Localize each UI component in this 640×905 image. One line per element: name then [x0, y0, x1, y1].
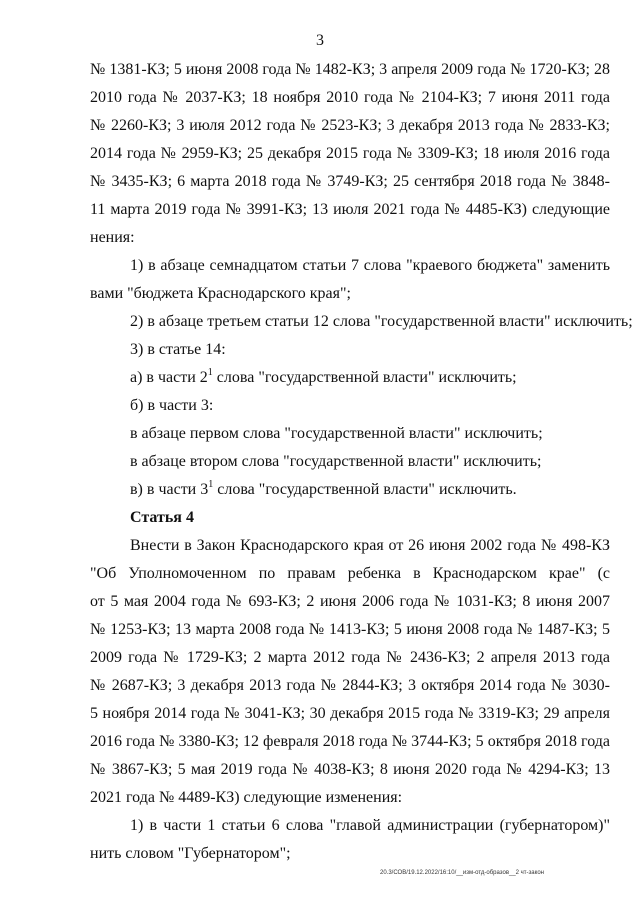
sub-item-a [130, 368, 610, 388]
sub-item-b-paragraph-1: в абзаце первом слова "государственной власти" исключить; [130, 425, 543, 442]
superscript: 1 [208, 479, 214, 490]
superscript: 1 [207, 367, 213, 378]
body-line-5: № 3435-КЗ; 6 марта 2018 года № 3749-КЗ; 25 сентября 2018 года № 3848- [90, 173, 610, 190]
article-4-line-9: № 3867-КЗ; 5 мая 2019 года № 4038-КЗ; 8 июня 2020 года № 4294-КЗ; 13 [90, 761, 610, 778]
sub-item-a-text: а) в части 2 [130, 369, 208, 386]
article-4-item-1-line-1: 1) в части 1 статьи 6 слова "главой администрации (губернатором)" [130, 817, 610, 834]
sub-item-v-rest: слова "государственной власти" исключить. [213, 481, 517, 498]
page-number: 3 [316, 32, 324, 49]
article-heading: Статья 4 [130, 509, 194, 526]
article-4-line-7: 5 ноября 2014 года № 3041-КЗ; 30 декабря 2015 года № 3319-КЗ; 29 апреля [90, 705, 610, 722]
body-line-4: 2014 года № 2959-КЗ; 25 декабря 2015 года № 3309-КЗ; 18 июля 2016 года [90, 145, 610, 162]
article-4-item-1-line-2: нить словом "Губернатором"; [90, 845, 291, 862]
article-4-line-1: Внести в Закон Краснодарского края от 26 июня 2002 года № 498-КЗ [130, 537, 610, 554]
footer-document-code: 20.3/СОВ/19.12.2022/16:10/__изм-отд-образов__2 чт-закон [380, 870, 544, 876]
sub-item-b-paragraph-2: в абзаце втором слова "государственной власти" исключить; [130, 453, 542, 470]
article-4-line-6: № 2687-КЗ; 3 декабря 2013 года № 2844-КЗ; 3 октября 2014 года № 3030- [90, 677, 610, 694]
body-line-1: № 1381-КЗ; 5 июня 2008 года № 1482-КЗ; 3 апреля 2009 года № 1720-КЗ; 28 [90, 61, 610, 78]
item-1-line-1: 1) в абзаце семнадцатом статьи 7 слова "краевого бюджета" заменить [130, 257, 610, 274]
article-4-line-4: № 1253-КЗ; 13 марта 2008 года № 1413-КЗ; 5 июня 2008 года № 1487-КЗ; 5 [90, 621, 610, 638]
article-4-line-3: от 5 мая 2004 года № 693-КЗ; 2 июня 2006 года № 1031-КЗ; 8 июня 2007 [90, 593, 610, 610]
article-4-line-8: 2016 года № 3380-КЗ; 12 февраля 2018 года № 3744-КЗ; 5 октября 2018 года [90, 733, 610, 750]
item-2: 2) в абзаце третьем статьи 12 слова "государственной власти" исключить; [130, 313, 633, 330]
article-4-line-10: 2021 года № 4489-КЗ) следующие изменения: [90, 789, 403, 806]
item-3: 3) в статье 14: [130, 341, 226, 358]
body-line-7: нения: [90, 229, 135, 246]
sub-item-v-text: в) в части 3 [130, 481, 209, 498]
sub-item-b: б) в части 3: [130, 397, 214, 414]
article-4-line-2: "Об Уполномоченном по правам ребенка в Краснодарском крае" (с [90, 565, 610, 582]
body-line-3: № 2260-КЗ; 3 июля 2012 года № 2523-КЗ; 3 декабря 2013 года № 2833-КЗ; [90, 117, 610, 134]
body-line-6: 11 марта 2019 года № 3991-КЗ; 13 июля 2021 года № 4485-КЗ) следующие [90, 201, 610, 218]
sub-item-v [130, 480, 610, 500]
item-1-line-2: вами "бюджета Краснодарского края"; [90, 285, 351, 302]
sub-item-a-rest: слова "государственной власти" исключить; [212, 369, 517, 386]
body-line-2: 2010 года № 2037-КЗ; 18 ноября 2010 года № 2104-КЗ; 7 июня 2011 года [90, 89, 610, 106]
article-4-line-5: 2009 года № 1729-КЗ; 2 марта 2012 года № 2436-КЗ; 2 апреля 2013 года [90, 649, 610, 666]
